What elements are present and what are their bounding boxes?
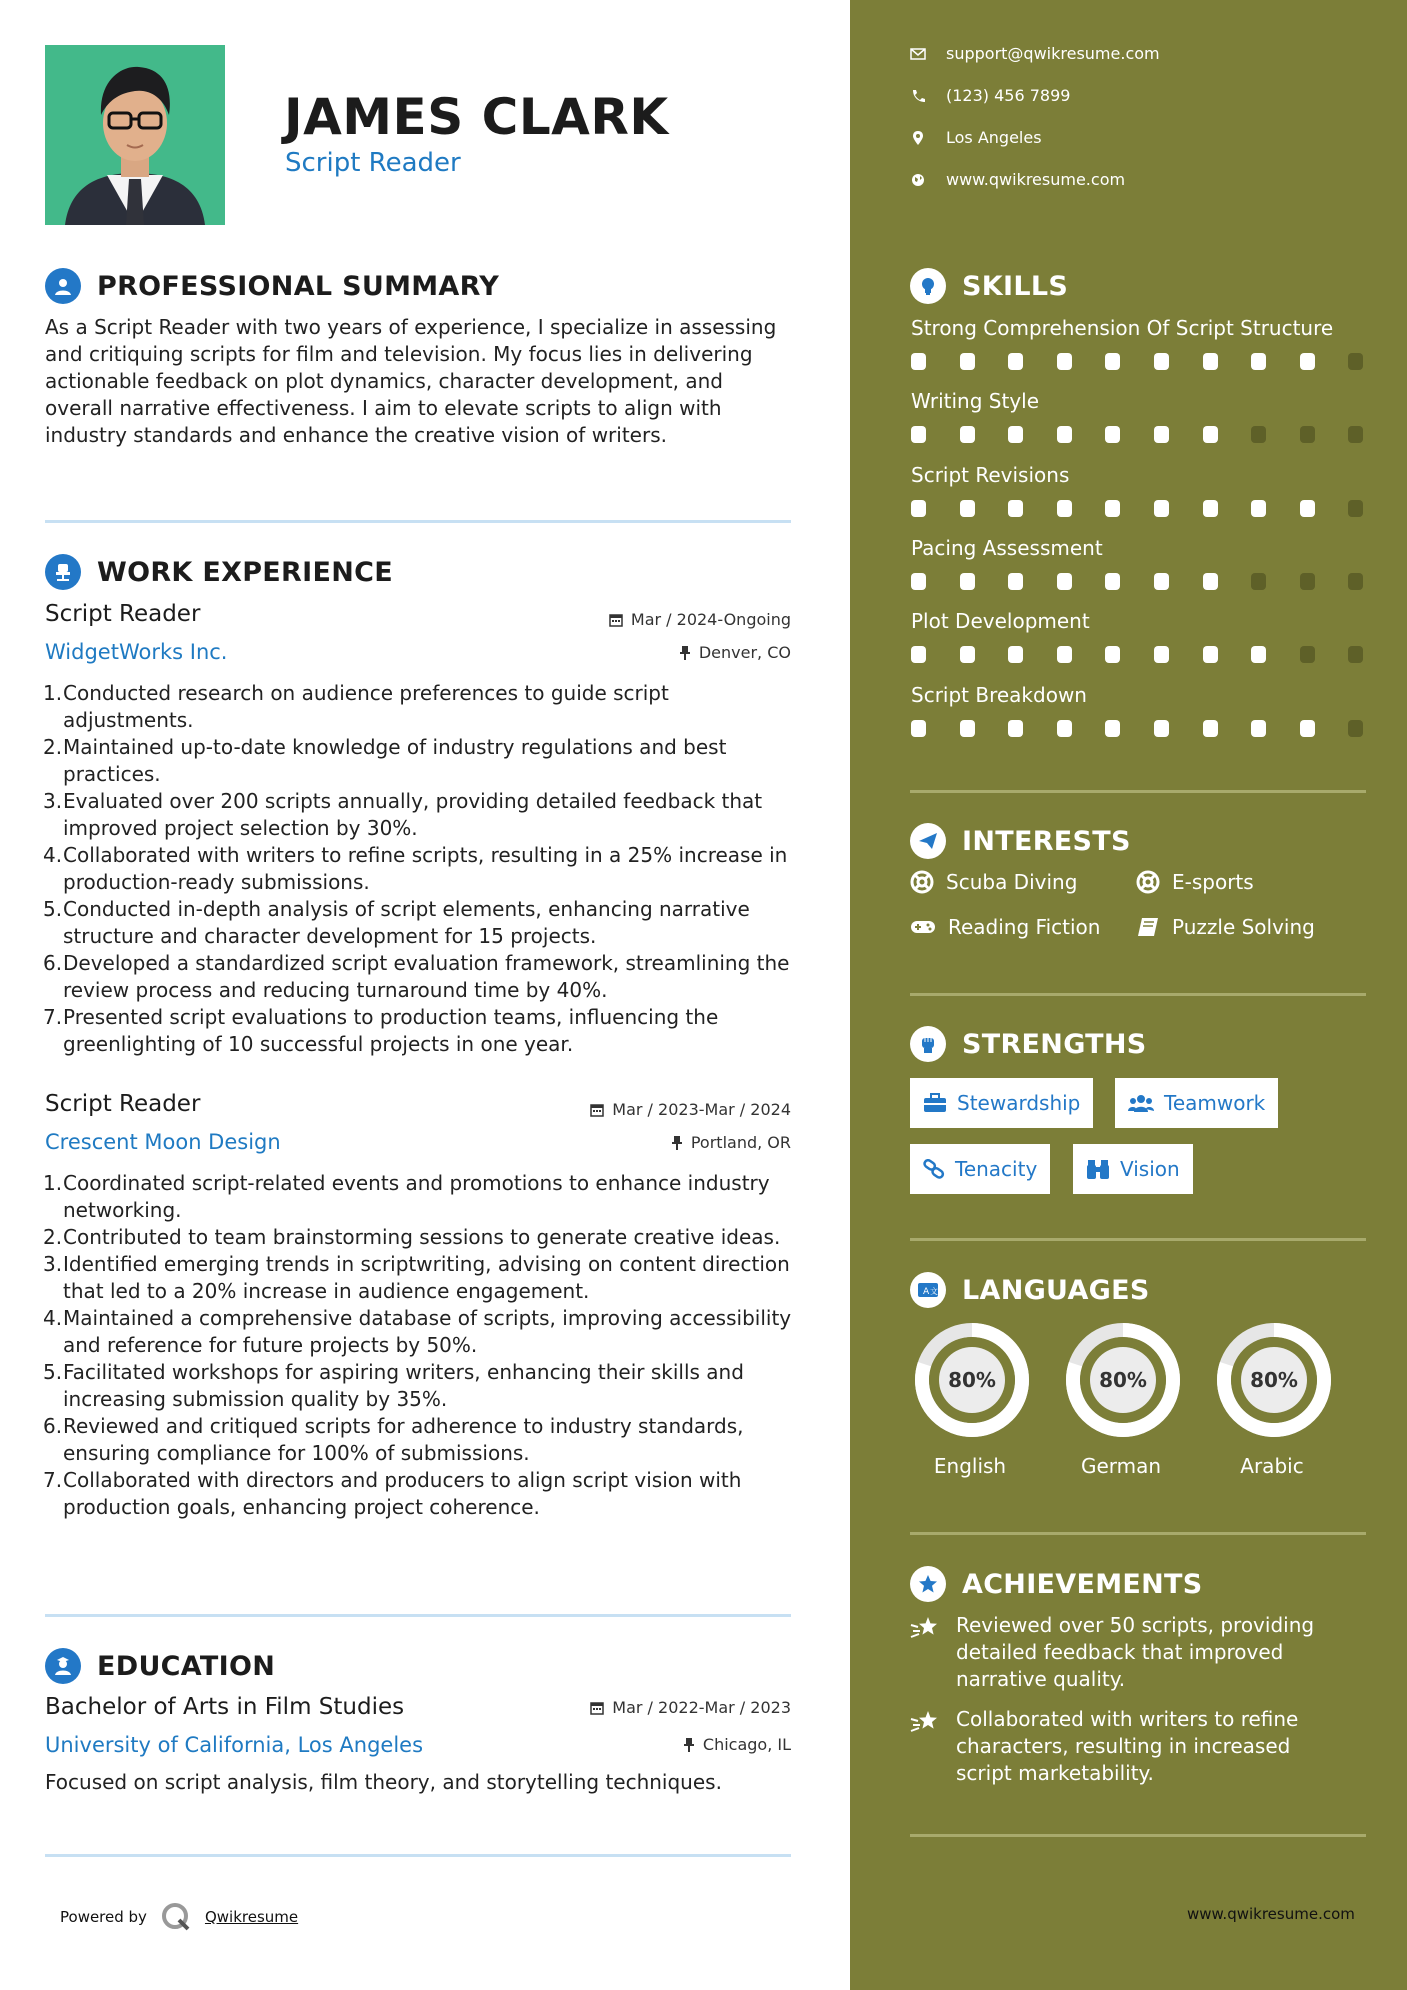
list-item: 4. Maintained a comprehensive database of scripts, improving accessibility and reference for future projects by 50%. — [43, 1305, 803, 1359]
skill-dot-filled — [960, 426, 975, 443]
skill-rating — [911, 426, 1397, 443]
strengths-heading — [910, 1026, 1147, 1062]
strength-label: Tenacity — [955, 1157, 1038, 1181]
job-title: Script Reader — [45, 1091, 201, 1117]
interest-label: Puzzle Solving — [1172, 915, 1315, 939]
interest-item — [910, 870, 1077, 894]
job-dates-text: Mar / 2024-Ongoing — [630, 610, 791, 629]
divider — [45, 520, 791, 523]
skill-dot-filled — [911, 720, 926, 737]
interest-item — [910, 915, 1100, 939]
achievement-text: Reviewed over 50 scripts, providing detailed feedback that improved narrative quality. — [956, 1613, 1315, 1691]
skill-name: Script Revisions — [911, 463, 1070, 487]
list-item: 1. Coordinated script-related events and promotions to enhance industry networking. — [43, 1170, 803, 1224]
skill-dot-empty — [1348, 573, 1363, 590]
lifebuoy-icon — [910, 870, 934, 894]
contact-email-text[interactable]: support@qwikresume.com — [946, 44, 1160, 63]
skill-rating — [911, 500, 1397, 517]
skill-dot-filled — [1105, 426, 1120, 443]
interest-item — [1136, 870, 1254, 894]
job-title: Script Reader — [45, 601, 201, 627]
skill-name: Strong Comprehension Of Script Structure — [911, 316, 1334, 340]
skill-dot-filled — [1251, 720, 1266, 737]
divider — [45, 1614, 791, 1617]
skill-dot-filled — [1105, 500, 1120, 517]
language-gauge — [1212, 1318, 1336, 1442]
skill-dot-filled — [960, 573, 975, 590]
skill-dot-empty — [1300, 426, 1315, 443]
strength-chip — [1115, 1078, 1278, 1128]
skill-dot-filled — [1008, 500, 1023, 517]
lifebuoy-icon — [1136, 870, 1160, 894]
education-text: Focused on script analysis, film theory, and storytelling techniques. — [45, 1770, 722, 1794]
skill-dot-filled — [1203, 646, 1218, 663]
summary-text: As a Script Reader with two years of experience, I specialize in assessing and critiquing scripts for film and television. My focus lies in delivering actionable feedback on plot dynamics, character development, and overall narrative effectiveness. I aim to elevate scripts to align with industry standards and enhance the creative vision of writers. — [45, 315, 777, 447]
list-item-text: Facilitated workshops for aspiring writers, enhancing their skills and increasing submission quality by 35%. — [63, 1360, 744, 1411]
job-bullets — [43, 1170, 803, 1521]
interests-heading — [910, 823, 1131, 859]
skill-dot-filled — [1057, 500, 1072, 517]
strength-label: Vision — [1120, 1157, 1180, 1181]
contact-email — [910, 44, 1160, 63]
skill-name: Pacing Assessment — [911, 536, 1103, 560]
job-bullets — [43, 680, 803, 1058]
skill-dot-empty — [1348, 426, 1363, 443]
skill-dot-filled — [1008, 353, 1023, 370]
language-gauge — [1061, 1318, 1185, 1442]
svg-text:文: 文 — [930, 1287, 938, 1296]
book-icon — [1136, 916, 1160, 938]
skill-dot-filled — [960, 500, 975, 517]
skill-rating — [911, 573, 1397, 590]
profile-photo — [45, 45, 225, 225]
language-name: German — [1080, 1454, 1162, 1478]
map-marker-icon — [910, 131, 926, 145]
skill-dot-filled — [1105, 573, 1120, 590]
skill-dot-filled — [911, 353, 926, 370]
shooting-star-icon — [910, 1709, 940, 1735]
contact-location — [910, 128, 1042, 147]
skill-dot-filled — [1154, 573, 1169, 590]
languages-heading — [910, 1272, 1150, 1308]
summary-title: PROFESSIONAL SUMMARY — [97, 270, 500, 302]
interest-label: Reading Fiction — [948, 915, 1101, 939]
skill-dot-filled — [1105, 646, 1120, 663]
skill-dot-filled — [1008, 573, 1023, 590]
skill-dot-filled — [1105, 353, 1120, 370]
skill-dot-filled — [1154, 426, 1169, 443]
achievement-item — [910, 1612, 1350, 1693]
list-item-text: Coordinated script-related events and promotions to enhance industry networking. — [63, 1171, 770, 1222]
graduate-icon — [45, 1648, 81, 1684]
list-item-text: Collaborated with directors and producers to align script vision with production goals, enhancing project coherence. — [63, 1468, 742, 1519]
skill-dot-empty — [1251, 426, 1266, 443]
skill-dot-empty — [1300, 573, 1315, 590]
job-location-text: Denver, CO — [698, 643, 791, 662]
strength-chip — [910, 1078, 1093, 1128]
skill-dot-filled — [1203, 573, 1218, 590]
powered-by — [60, 1902, 298, 1932]
contact-phone — [910, 86, 1070, 105]
divider — [910, 1238, 1366, 1241]
list-item-text: Identified emerging trends in scriptwriting, advising on content direction that led to a 20% increase in audience engagement. — [63, 1252, 790, 1303]
experience-heading — [45, 554, 393, 590]
education-dates — [590, 1698, 791, 1717]
education-dates-text: Mar / 2022-Mar / 2023 — [612, 1698, 791, 1717]
pin-icon — [671, 1136, 683, 1150]
divider — [910, 790, 1366, 793]
skill-rating — [911, 720, 1397, 737]
office-chair-icon — [45, 554, 81, 590]
language-icon — [910, 1272, 946, 1308]
degree: Bachelor of Arts in Film Studies — [45, 1694, 405, 1720]
job-location — [679, 643, 791, 662]
language-item — [1212, 1318, 1332, 1478]
skill-dot-filled — [1251, 500, 1266, 517]
paper-plane-icon — [910, 823, 946, 859]
skill-rating — [911, 646, 1397, 663]
calendar-icon — [609, 613, 623, 627]
list-item-text: Maintained up-to-date knowledge of industry regulations and best practices. — [63, 735, 727, 786]
school: University of California, Los Angeles — [45, 1733, 424, 1757]
job-location-text: Portland, OR — [690, 1133, 791, 1152]
strengths-title: STRENGTHS — [962, 1028, 1147, 1060]
contact-location-text: Los Angeles — [946, 128, 1042, 147]
binoculars-icon — [1086, 1158, 1110, 1180]
star-badge-icon — [910, 1566, 946, 1602]
envelope-icon — [910, 47, 926, 61]
achievement-item — [910, 1706, 1350, 1787]
skill-dot-filled — [1154, 353, 1169, 370]
divider — [910, 1532, 1366, 1535]
interest-label: Scuba Diving — [946, 870, 1078, 894]
list-item-text: Conducted in-depth analysis of script elements, enhancing narrative structure and character development for 15 projects. — [63, 897, 750, 948]
divider — [910, 1834, 1366, 1837]
calendar-icon — [590, 1103, 604, 1117]
skill-dot-filled — [1008, 646, 1023, 663]
skill-dot-filled — [1008, 426, 1023, 443]
skill-dot-filled — [1154, 720, 1169, 737]
language-item — [910, 1318, 1030, 1478]
list-item-text: Reviewed and critiqued scripts for adherence to industry standards, ensuring compliance for 100% of submissions. — [63, 1414, 744, 1465]
job-location — [671, 1133, 791, 1152]
skill-dot-filled — [1251, 353, 1266, 370]
skill-dot-filled — [1300, 353, 1315, 370]
skill-dot-filled — [1105, 720, 1120, 737]
job-dates — [609, 610, 791, 629]
list-item: 5. Conducted in-depth analysis of script elements, enhancing narrative structure and character development for 15 projects. — [43, 896, 803, 950]
skill-dot-filled — [911, 426, 926, 443]
powered-by-label: Powered by — [60, 1908, 147, 1926]
skill-name: Plot Development — [911, 609, 1090, 633]
skill-rating — [911, 353, 1397, 370]
contact-phone-text: (123) 456 7899 — [946, 86, 1071, 105]
calendar-icon — [590, 1701, 604, 1715]
pin-icon — [683, 1738, 695, 1752]
skill-dot-empty — [1348, 353, 1363, 370]
link-icon — [923, 1159, 945, 1179]
skill-dot-filled — [1251, 646, 1266, 663]
skill-dot-filled — [1057, 353, 1072, 370]
experience-title: WORK EXPERIENCE — [97, 556, 393, 588]
skill-dot-filled — [1057, 646, 1072, 663]
skill-dot-filled — [1300, 720, 1315, 737]
skill-dot-filled — [911, 646, 926, 663]
skill-dot-filled — [911, 573, 926, 590]
strength-label: Teamwork — [1164, 1091, 1266, 1115]
list-item: 3. Evaluated over 200 scripts annually, providing detailed feedback that improved project selection by 30%. — [43, 788, 803, 842]
list-item-text: Collaborated with writers to refine scripts, resulting in a 25% increase in production-ready submissions. — [63, 843, 788, 894]
language-percent: 80% — [1099, 1368, 1147, 1392]
candidate-role: Script Reader — [285, 148, 461, 178]
skill-dot-empty — [1348, 646, 1363, 663]
sidebar — [850, 0, 1407, 1990]
strength-chip — [1073, 1144, 1193, 1194]
language-name: English — [933, 1454, 1007, 1478]
skill-name: Writing Style — [911, 389, 1040, 413]
skill-dot-filled — [1203, 353, 1218, 370]
skills-heading — [910, 268, 1068, 304]
language-item — [1061, 1318, 1181, 1478]
list-item-text: Presented script evaluations to production teams, influencing the greenlighting of 10 successful projects in one year. — [63, 1005, 719, 1056]
job-company: Crescent Moon Design — [45, 1130, 281, 1154]
strength-chip — [910, 1144, 1050, 1194]
divider — [910, 993, 1366, 996]
language-percent: 80% — [948, 1368, 996, 1392]
svg-text:A: A — [923, 1287, 930, 1297]
users-icon — [1128, 1093, 1154, 1113]
list-item: 6. Reviewed and critiqued scripts for adherence to industry standards, ensuring compliance for 100% of submissions. — [43, 1413, 803, 1467]
language-percent: 80% — [1250, 1368, 1298, 1392]
shooting-star-icon — [910, 1615, 940, 1641]
education-location — [683, 1735, 791, 1754]
globe-icon — [910, 173, 926, 187]
skill-dot-filled — [1057, 720, 1072, 737]
list-item-text: Contributed to team brainstorming sessions to generate creative ideas. — [63, 1225, 781, 1249]
interest-label: E-sports — [1172, 870, 1254, 894]
language-name: Arabic — [1240, 1454, 1304, 1478]
contact-website — [910, 170, 1125, 189]
skill-name: Script Breakdown — [911, 683, 1087, 707]
fist-icon — [910, 1026, 946, 1062]
languages-title: LANGUAGES — [962, 1274, 1150, 1306]
list-item: 1. Conducted research on audience preferences to guide script adjustments. — [43, 680, 803, 734]
skill-dot-filled — [1203, 426, 1218, 443]
list-item: 2. Contributed to team brainstorming sessions to generate creative ideas. — [43, 1225, 781, 1249]
divider — [45, 1854, 791, 1857]
interests-title: INTERESTS — [962, 825, 1131, 857]
list-item: 4. Collaborated with writers to refine scripts, resulting in a 25% increase in production-ready submissions. — [43, 842, 803, 896]
phone-icon — [910, 89, 926, 103]
skill-dot-filled — [960, 720, 975, 737]
footer-website[interactable]: www.qwikresume.com — [1187, 1905, 1355, 1923]
qwikresume-link[interactable]: Qwikresume — [204, 1908, 299, 1926]
skill-dot-filled — [1154, 646, 1169, 663]
lightbulb-icon — [910, 268, 946, 304]
skill-dot-filled — [1300, 500, 1315, 517]
skill-dot-empty — [1348, 500, 1363, 517]
list-item-text: Conducted research on audience preferences to guide script adjustments. — [63, 681, 669, 732]
list-item-text: Evaluated over 200 scripts annually, providing detailed feedback that improved project selection by 30%. — [63, 789, 763, 840]
interest-item — [1136, 915, 1315, 939]
skill-dot-empty — [1348, 720, 1363, 737]
contact-website-text[interactable]: www.qwikresume.com — [946, 170, 1126, 189]
summary-heading — [45, 268, 499, 304]
skills-title: SKILLS — [962, 270, 1069, 302]
list-item: 7. Collaborated with directors and producers to align script vision with production goals, enhancing project coherence. — [43, 1467, 803, 1521]
education-location-text: Chicago, IL — [702, 1735, 791, 1754]
achievements-title: ACHIEVEMENTS — [962, 1568, 1203, 1600]
education-title: EDUCATION — [97, 1650, 276, 1682]
education-heading — [45, 1648, 275, 1684]
language-gauge — [910, 1318, 1034, 1442]
job-dates — [590, 1100, 791, 1119]
skill-dot-filled — [960, 353, 975, 370]
briefcase-icon — [923, 1093, 947, 1113]
skill-dot-filled — [1203, 720, 1218, 737]
skill-dot-filled — [960, 646, 975, 663]
skill-dot-filled — [911, 500, 926, 517]
achievements-heading — [910, 1566, 1203, 1602]
job-company: WidgetWorks Inc. — [45, 640, 228, 664]
candidate-name: JAMES CLARK — [284, 88, 669, 146]
gamepad-icon — [910, 917, 936, 937]
skill-dot-filled — [1203, 500, 1218, 517]
skill-dot-filled — [1057, 426, 1072, 443]
list-item-text: Developed a standardized script evaluation framework, streamlining the review process and reducing turnaround time by 40%. — [63, 951, 790, 1002]
list-item: 5. Facilitated workshops for aspiring writers, enhancing their skills and increasing submission quality by 35%. — [43, 1359, 803, 1413]
skill-dot-empty — [1300, 646, 1315, 663]
user-icon — [45, 268, 81, 304]
list-item: 2. Maintained up-to-date knowledge of industry regulations and best practices. — [43, 734, 803, 788]
pin-icon — [679, 646, 691, 660]
qwikresume-logo-icon — [161, 1902, 191, 1932]
achievement-text: Collaborated with writers to refine characters, resulting in increased script marketability. — [956, 1707, 1299, 1785]
skill-dot-empty — [1251, 573, 1266, 590]
skill-dot-filled — [1057, 573, 1072, 590]
skill-dot-filled — [1008, 720, 1023, 737]
list-item-text: Maintained a comprehensive database of scripts, improving accessibility and reference for future projects by 50%. — [63, 1306, 792, 1357]
list-item: 3. Identified emerging trends in scriptwriting, advising on content direction that led to a 20% increase in audience engagement. — [43, 1251, 803, 1305]
skill-dot-filled — [1154, 500, 1169, 517]
strength-label: Stewardship — [957, 1091, 1081, 1115]
list-item: 7. Presented script evaluations to production teams, influencing the greenlighting of 10 successful projects in one year. — [43, 1004, 803, 1058]
list-item: 6. Developed a standardized script evaluation framework, streamlining the review process and reducing turnaround time by 40%. — [43, 950, 803, 1004]
job-dates-text: Mar / 2023-Mar / 2024 — [612, 1100, 791, 1119]
